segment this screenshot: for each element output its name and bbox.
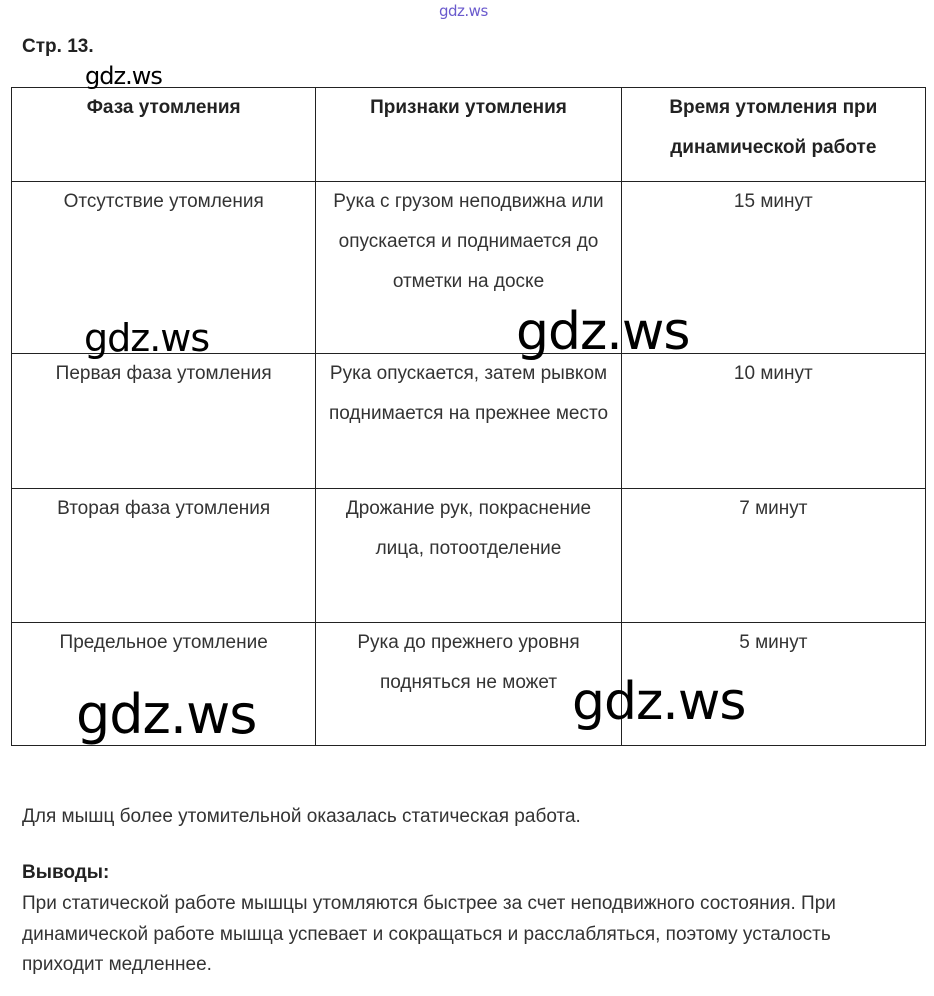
watermark-top: gdz.ws — [439, 2, 488, 20]
watermark: gdz.ws — [572, 672, 746, 732]
cell-phase: Предельное утомление — [12, 623, 316, 746]
cell-time: 15 минут — [621, 182, 925, 354]
header-signs: Признаки утомления — [316, 88, 621, 182]
cell-phase: Вторая фаза утомления — [12, 489, 316, 623]
conclusions-heading: Выводы: — [22, 862, 110, 883]
cell-signs: Рука с грузом неподвижна или опускается и поднимается до отметки на доске — [316, 182, 621, 354]
statement-text: Для мышц более утомительной оказалась статическая работа. — [22, 806, 581, 827]
header-phase: Фаза утомления — [12, 88, 316, 182]
watermark: gdz.ws — [76, 683, 257, 746]
table-row — [12, 354, 926, 489]
conclusions-text: При статической работе мышцы утомляются быстрее за счет неподвижного состояния. При динамической работе мышца успевает и сокращаться и расслабляться, поэтому усталость приходит медленнее. — [22, 893, 836, 975]
cell-phase: Отсутствие утомления — [12, 182, 316, 354]
watermark: gdz.ws — [85, 62, 162, 90]
cell-signs: Дрожание рук, покраснение лица, потоотделение — [316, 489, 621, 623]
cell-time: 7 минут — [621, 489, 925, 623]
cell-phase: Первая фаза утомления — [12, 354, 316, 489]
fatigue-table — [11, 87, 926, 746]
table-header-row — [12, 88, 926, 182]
watermark: gdz.ws — [516, 302, 690, 362]
watermark: gdz.ws — [84, 316, 210, 360]
cell-time: 10 минут — [621, 354, 925, 489]
header-time: Время утомления при динамической работе — [621, 88, 925, 182]
page-reference: Стр. 13. — [22, 36, 94, 57]
cell-signs: Рука опускается, затем рывком поднимается на прежнее место — [316, 354, 621, 489]
cell-signs: Рука до прежнего уровня подняться не может — [316, 623, 621, 746]
table-row — [12, 489, 926, 623]
cell-time: 5 минут — [621, 623, 925, 746]
